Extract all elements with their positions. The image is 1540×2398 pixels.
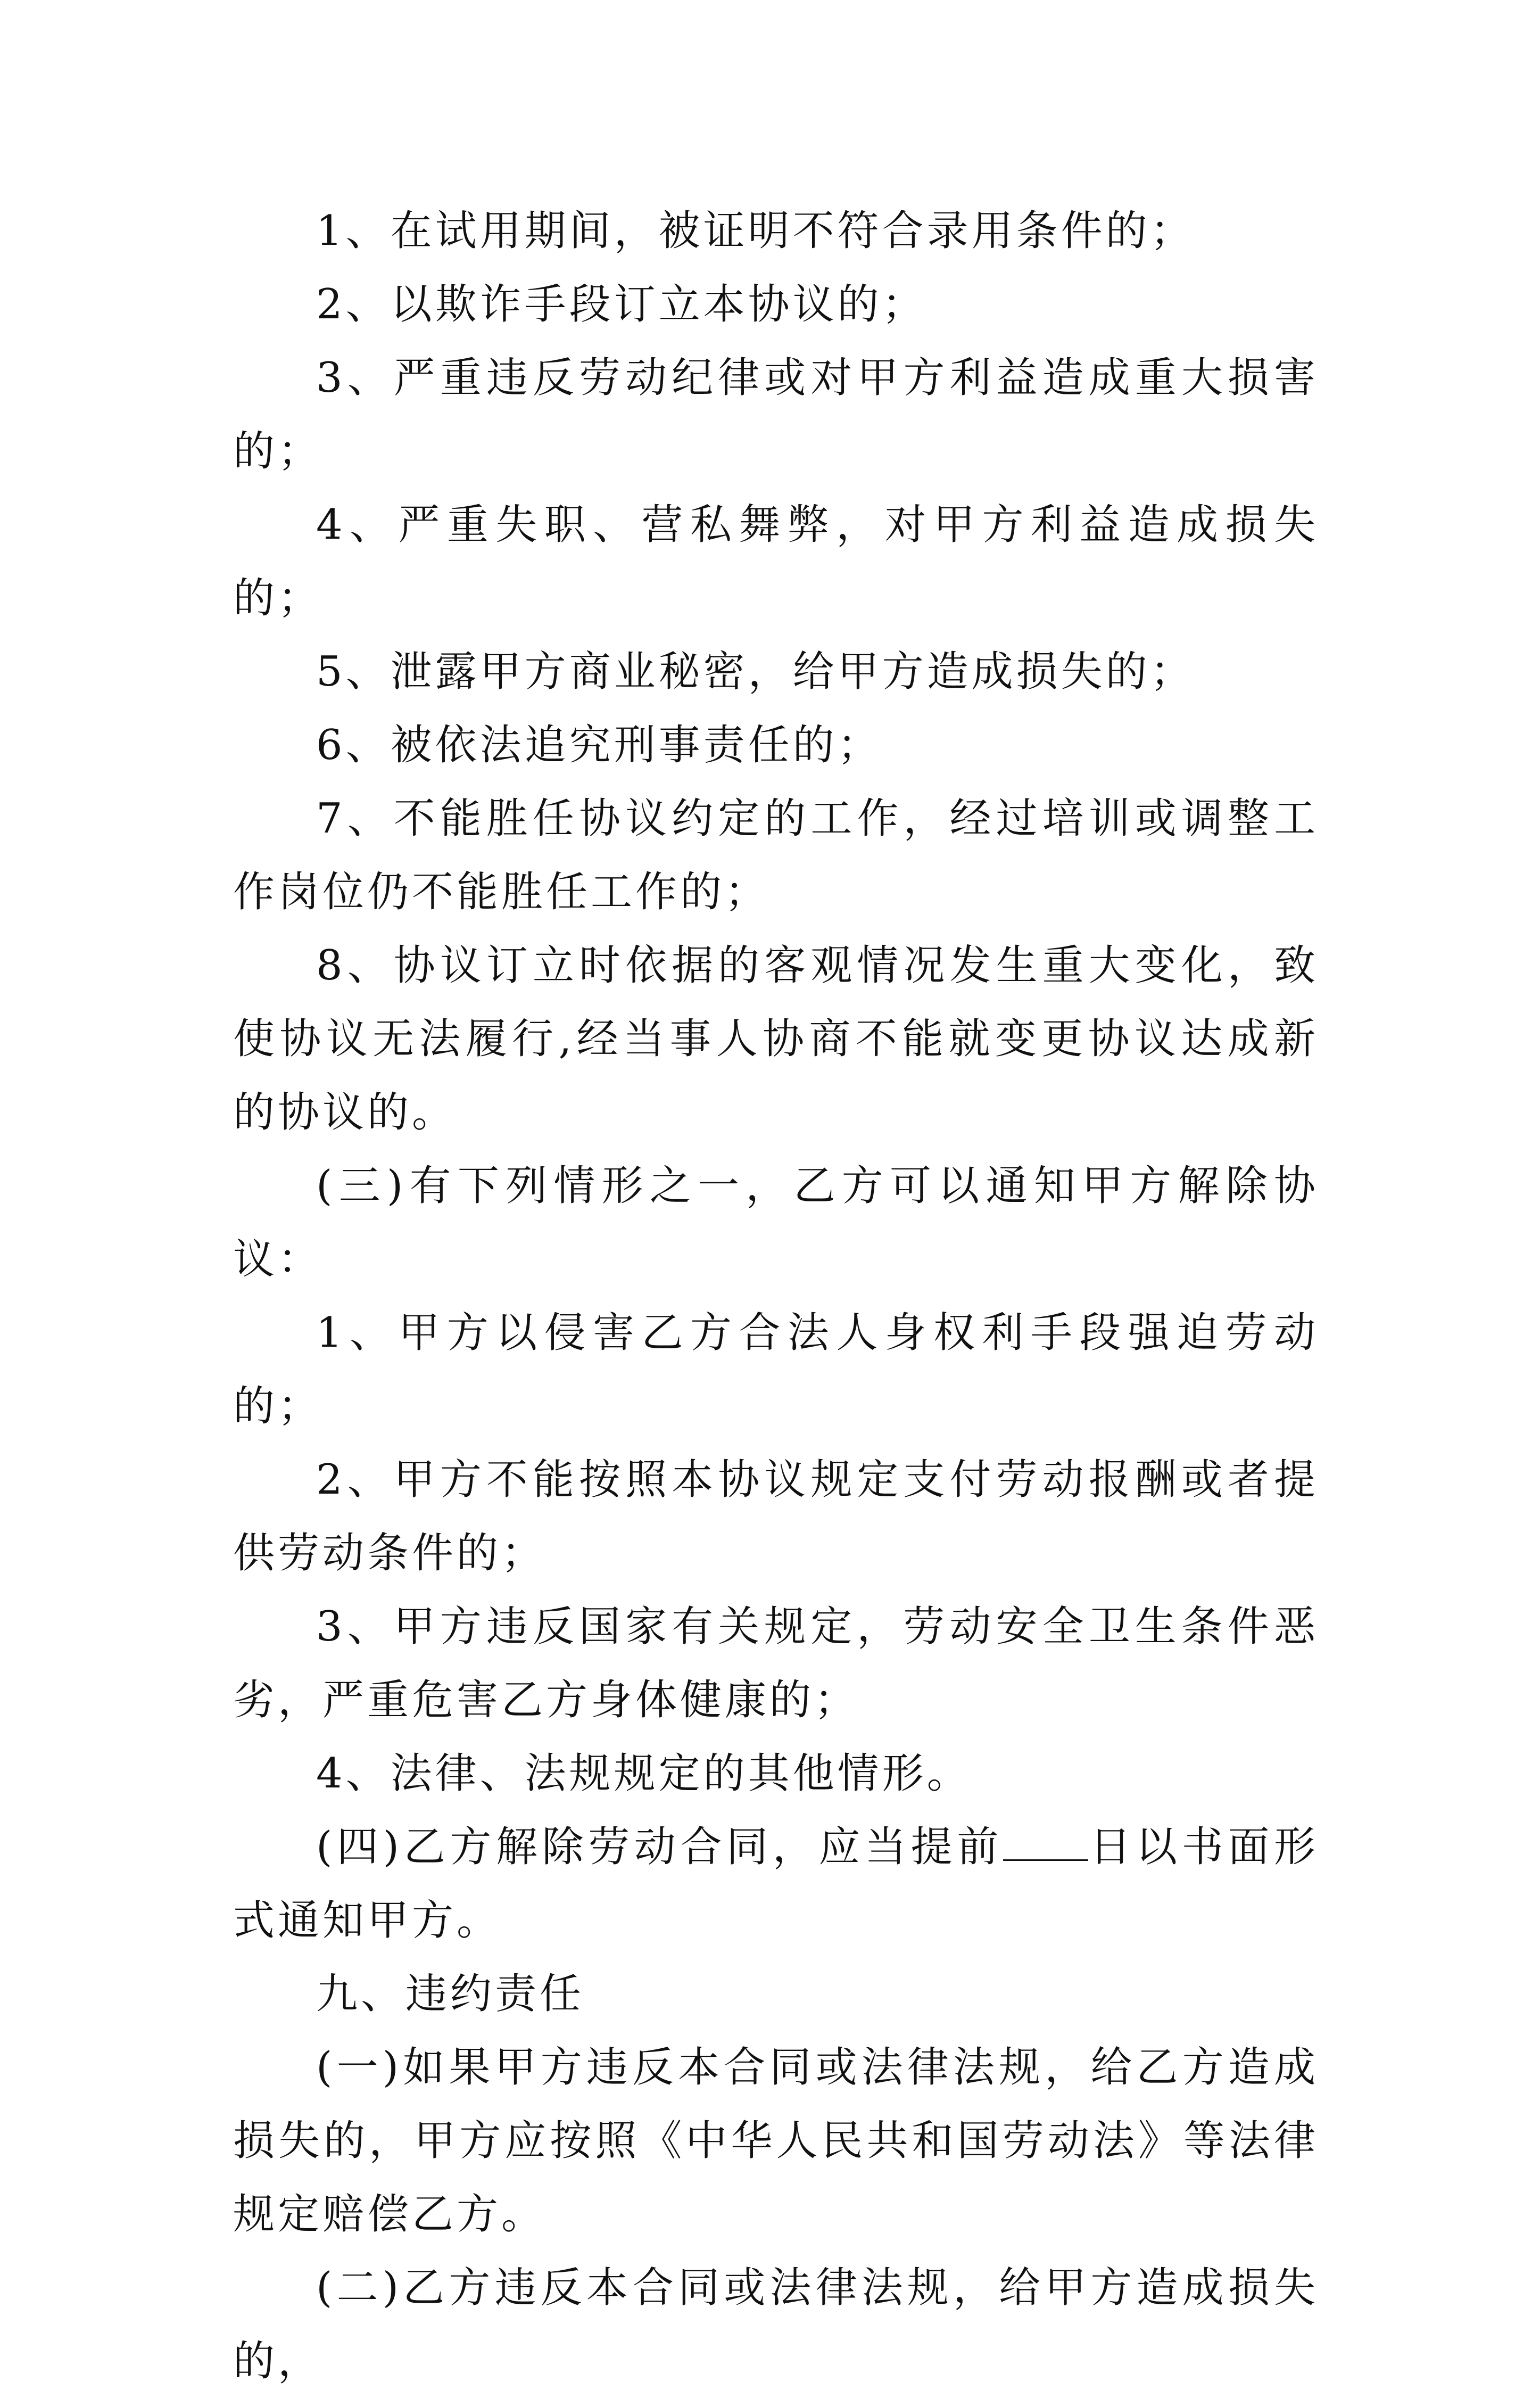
clause-item-8: 8、协议订立时依据的客观情况发生重大变化，致使协议无法履行,经当事人协商不能就变更协议达成新的协议的。 — [233, 942, 1319, 1136]
clause-item-7: 7、不能胜任协议约定的工作，经过培训或调整工作岗位仍不能胜任工作的； — [233, 795, 1319, 916]
clause-item-3: 3、严重违反劳动纪律或对甲方利益造成重大损害的； — [233, 354, 1319, 475]
employee-clause-item-1: 1、甲方以侵害乙方合法人身权利手段强迫劳动的； — [233, 1309, 1319, 1430]
liability-item-2: (二)乙方违反本合同或法律法规，给甲方造成损失的， — [233, 2264, 1319, 2385]
document-body — [233, 194, 1319, 2398]
employee-clause-item-3: 3、甲方违反国家有关规定，劳动安全卫生条件恶劣，严重危害乙方身体健康的； — [233, 1603, 1319, 1724]
fill-in-blank-days — [1003, 1818, 1088, 1861]
liability-item-1: (一)如果甲方违反本合同或法律法规，给乙方造成损失的，甲方应按照《中华人民共和国劳动法》等法律规定赔偿乙方。 — [233, 2043, 1319, 2238]
section-4-notice-paragraph — [233, 1810, 1319, 1957]
section-9-heading: 九、违约责任 — [316, 1970, 585, 2018]
clause-item-2: 2、以欺诈手段订立本协议的； — [316, 281, 927, 328]
clause-item-6: 6、被依法追究刑事责任的； — [316, 721, 882, 769]
clause-item-4: 4、严重失职、营私舞弊，对甲方利益造成损失的； — [233, 501, 1319, 622]
employee-clause-item-4: 4、法律、法规规定的其他情形。 — [316, 1750, 972, 1798]
clause-item-5: 5、泄露甲方商业秘密，给甲方造成损失的； — [316, 648, 1195, 696]
clause-item-1: 1、在试用期间，被证明不符合录用条件的； — [316, 207, 1195, 255]
notice-text-before-blank: (四)乙方解除劳动合同，应当提前 — [316, 1823, 1003, 1871]
employee-clause-item-2: 2、甲方不能按照本协议规定支付劳动报酬或者提供劳动条件的； — [233, 1456, 1319, 1577]
section-heading-3: (三)有下列情形之一，乙方可以通知甲方解除协议： — [233, 1162, 1319, 1283]
notice-text-after-blank: 日以书面形式通知甲方。 — [233, 1823, 1319, 1944]
